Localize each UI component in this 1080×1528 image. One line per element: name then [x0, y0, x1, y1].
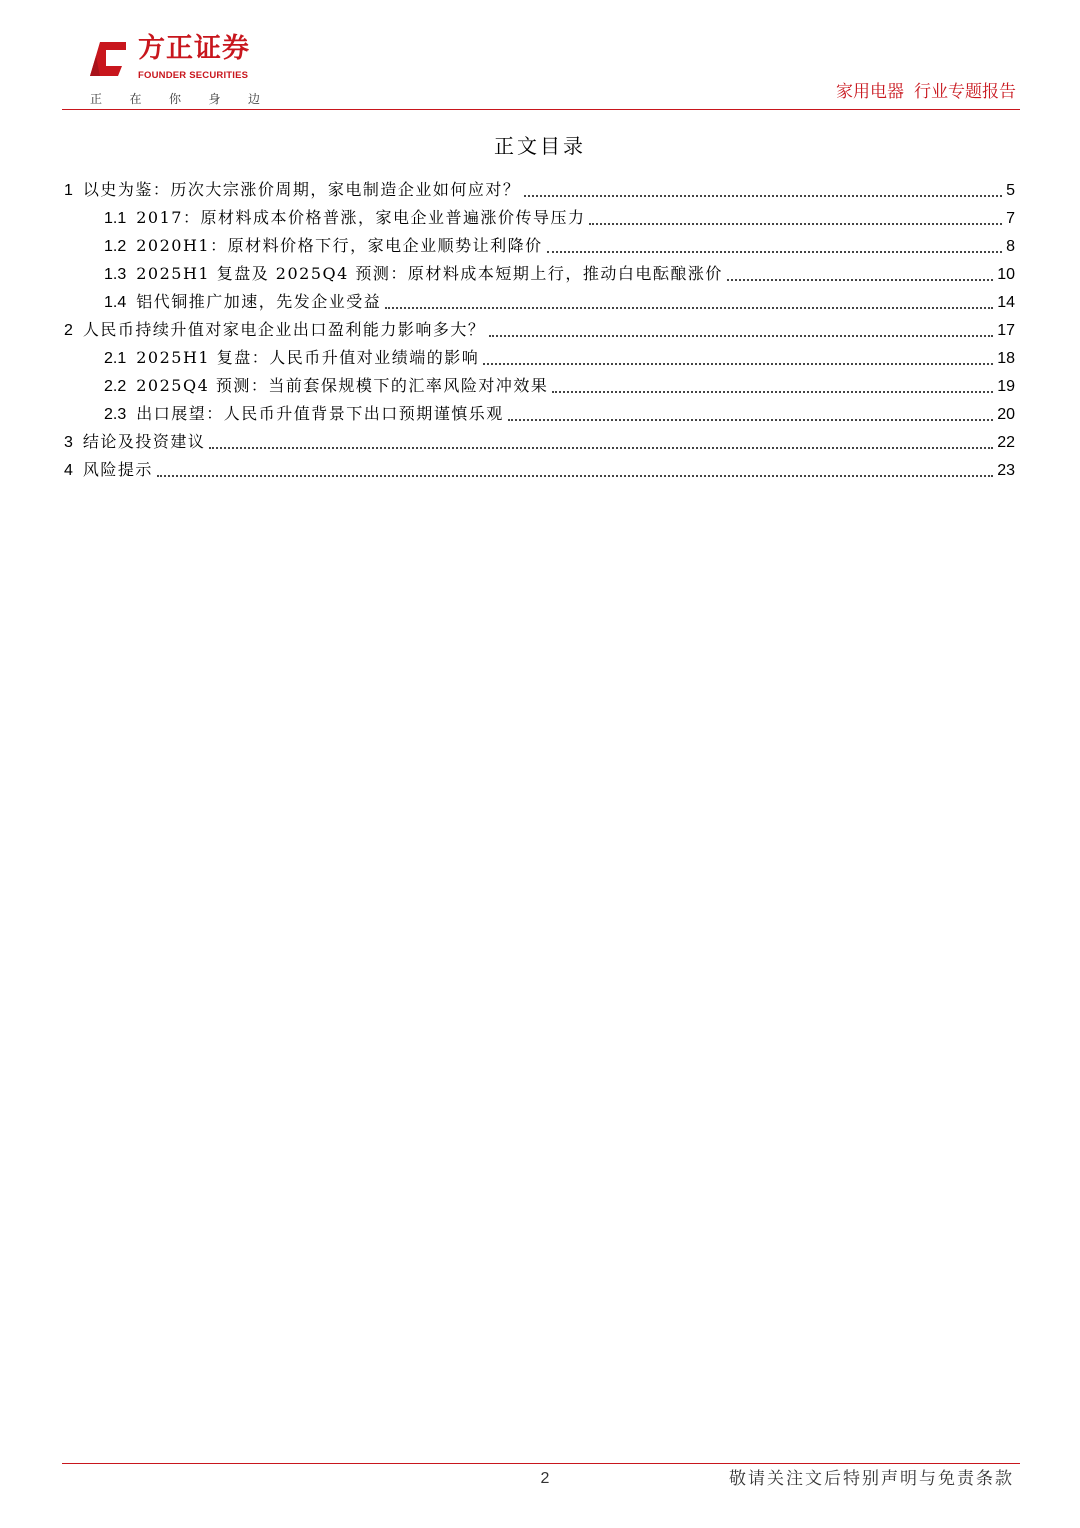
- toc-dot-leader: [552, 391, 993, 393]
- report-category: [836, 80, 1016, 104]
- toc-entry[interactable]: [104, 204, 1015, 232]
- toc-entry-title: 2025H1 复盘及 2025Q4 预测：原材料成本短期上行，推动白电酝酿涨价: [136, 264, 723, 283]
- brand-slogan: [90, 91, 260, 107]
- toc-entry[interactable]: [104, 260, 1015, 288]
- toc-entry-number: 4: [64, 462, 73, 479]
- toc-entry-page: 10: [997, 266, 1015, 283]
- toc-entry-page: 5: [1006, 182, 1015, 199]
- slogan-char: 边: [247, 92, 260, 106]
- toc-dot-leader: [524, 195, 1002, 197]
- toc-entry[interactable]: [104, 344, 1015, 372]
- toc-entry-title: 以史为鉴：历次大宗涨价周期，家电制造企业如何应对？: [82, 180, 521, 199]
- toc-entry[interactable]: [104, 288, 1015, 316]
- toc-entry-number: 1.2: [104, 238, 127, 255]
- toc-entry[interactable]: [64, 316, 1015, 344]
- toc-entry-number: 1: [64, 182, 73, 199]
- toc-entry-page: 22: [997, 434, 1015, 451]
- toc-entry-title: 2025H1 复盘：人民币升值对业绩端的影响: [136, 348, 480, 367]
- toc-dot-leader: [508, 419, 993, 421]
- toc-dot-leader: [157, 475, 993, 477]
- toc-entry-number: 2: [64, 322, 73, 339]
- toc-entry-title: 人民币持续升值对家电企业出口盈利能力影响多大？: [82, 320, 486, 339]
- toc-entry-number: 1.3: [104, 266, 127, 283]
- header-divider: [62, 109, 1020, 110]
- toc-dot-leader: [385, 307, 993, 309]
- toc-entry-page: 17: [997, 322, 1015, 339]
- toc-entry-title: 出口展望：人民币升值背景下出口预期谨慎乐观: [136, 404, 504, 423]
- slogan-char: 正: [90, 92, 103, 106]
- toc-entry-number: 1.4: [104, 294, 127, 311]
- slogan-char: 在: [129, 92, 142, 106]
- toc-dot-leader: [589, 223, 1002, 225]
- toc-entry-number: 2.1: [104, 350, 127, 367]
- footer-divider: [62, 1463, 1020, 1464]
- slogan-char: 你: [168, 92, 181, 106]
- toc-dot-leader: [727, 279, 993, 281]
- toc-entry-number: 2.3: [104, 406, 127, 423]
- industry-label: 家用电器: [836, 82, 904, 102]
- toc-dot-leader: [483, 363, 993, 365]
- founder-logo-icon: [86, 36, 130, 80]
- toc-dot-leader: [209, 447, 993, 449]
- toc-dot-leader: [547, 251, 1002, 253]
- toc-entry-page: 14: [997, 294, 1015, 311]
- page-header: [0, 0, 1080, 112]
- toc-entry-page: 20: [997, 406, 1015, 423]
- toc-entry-page: 23: [997, 462, 1015, 479]
- toc-entry[interactable]: [104, 232, 1015, 260]
- toc-entry[interactable]: [64, 456, 1015, 484]
- toc-entry-title: 结论及投资建议: [82, 432, 206, 451]
- toc-entry[interactable]: [104, 372, 1015, 400]
- toc-entry-page: 8: [1006, 238, 1015, 255]
- toc-entry-title: 铝代铜推广加速，先发企业受益: [136, 292, 382, 311]
- toc-entry-number: 2.2: [104, 378, 127, 395]
- slogan-char: 身: [208, 92, 221, 106]
- toc-entry-page: 7: [1006, 210, 1015, 227]
- toc-entry-title: 风险提示: [82, 460, 153, 479]
- toc-entry-number: 1.1: [104, 210, 127, 227]
- toc-entry-title: 2020H1：原材料价格下行，家电企业顺势让利降价: [136, 236, 543, 255]
- disclaimer-note: 敬请关注文后特别声明与免责条款: [729, 1469, 1014, 1489]
- toc-entry[interactable]: [104, 400, 1015, 428]
- toc-title: 正文目录: [494, 134, 586, 158]
- brand-name-en: FOUNDER SECURITIES: [138, 70, 249, 81]
- report-type-label: 行业专题报告: [914, 82, 1016, 102]
- brand-name-cn: 方正证券: [138, 33, 250, 64]
- toc-entry-page: 19: [997, 378, 1015, 395]
- toc-entry-number: 3: [64, 434, 73, 451]
- page-number: 2: [540, 1470, 550, 1487]
- toc-entry-title: 2025Q4 预测：当前套保规模下的汇率风险对冲效果: [136, 376, 549, 395]
- toc-entry[interactable]: [64, 428, 1015, 456]
- toc-entry-page: 18: [997, 350, 1015, 367]
- toc-entry-title: 2017：原材料成本价格普涨，家电企业普遍涨价传导压力: [136, 208, 586, 227]
- toc-entry[interactable]: [64, 176, 1015, 204]
- toc-dot-leader: [489, 335, 993, 337]
